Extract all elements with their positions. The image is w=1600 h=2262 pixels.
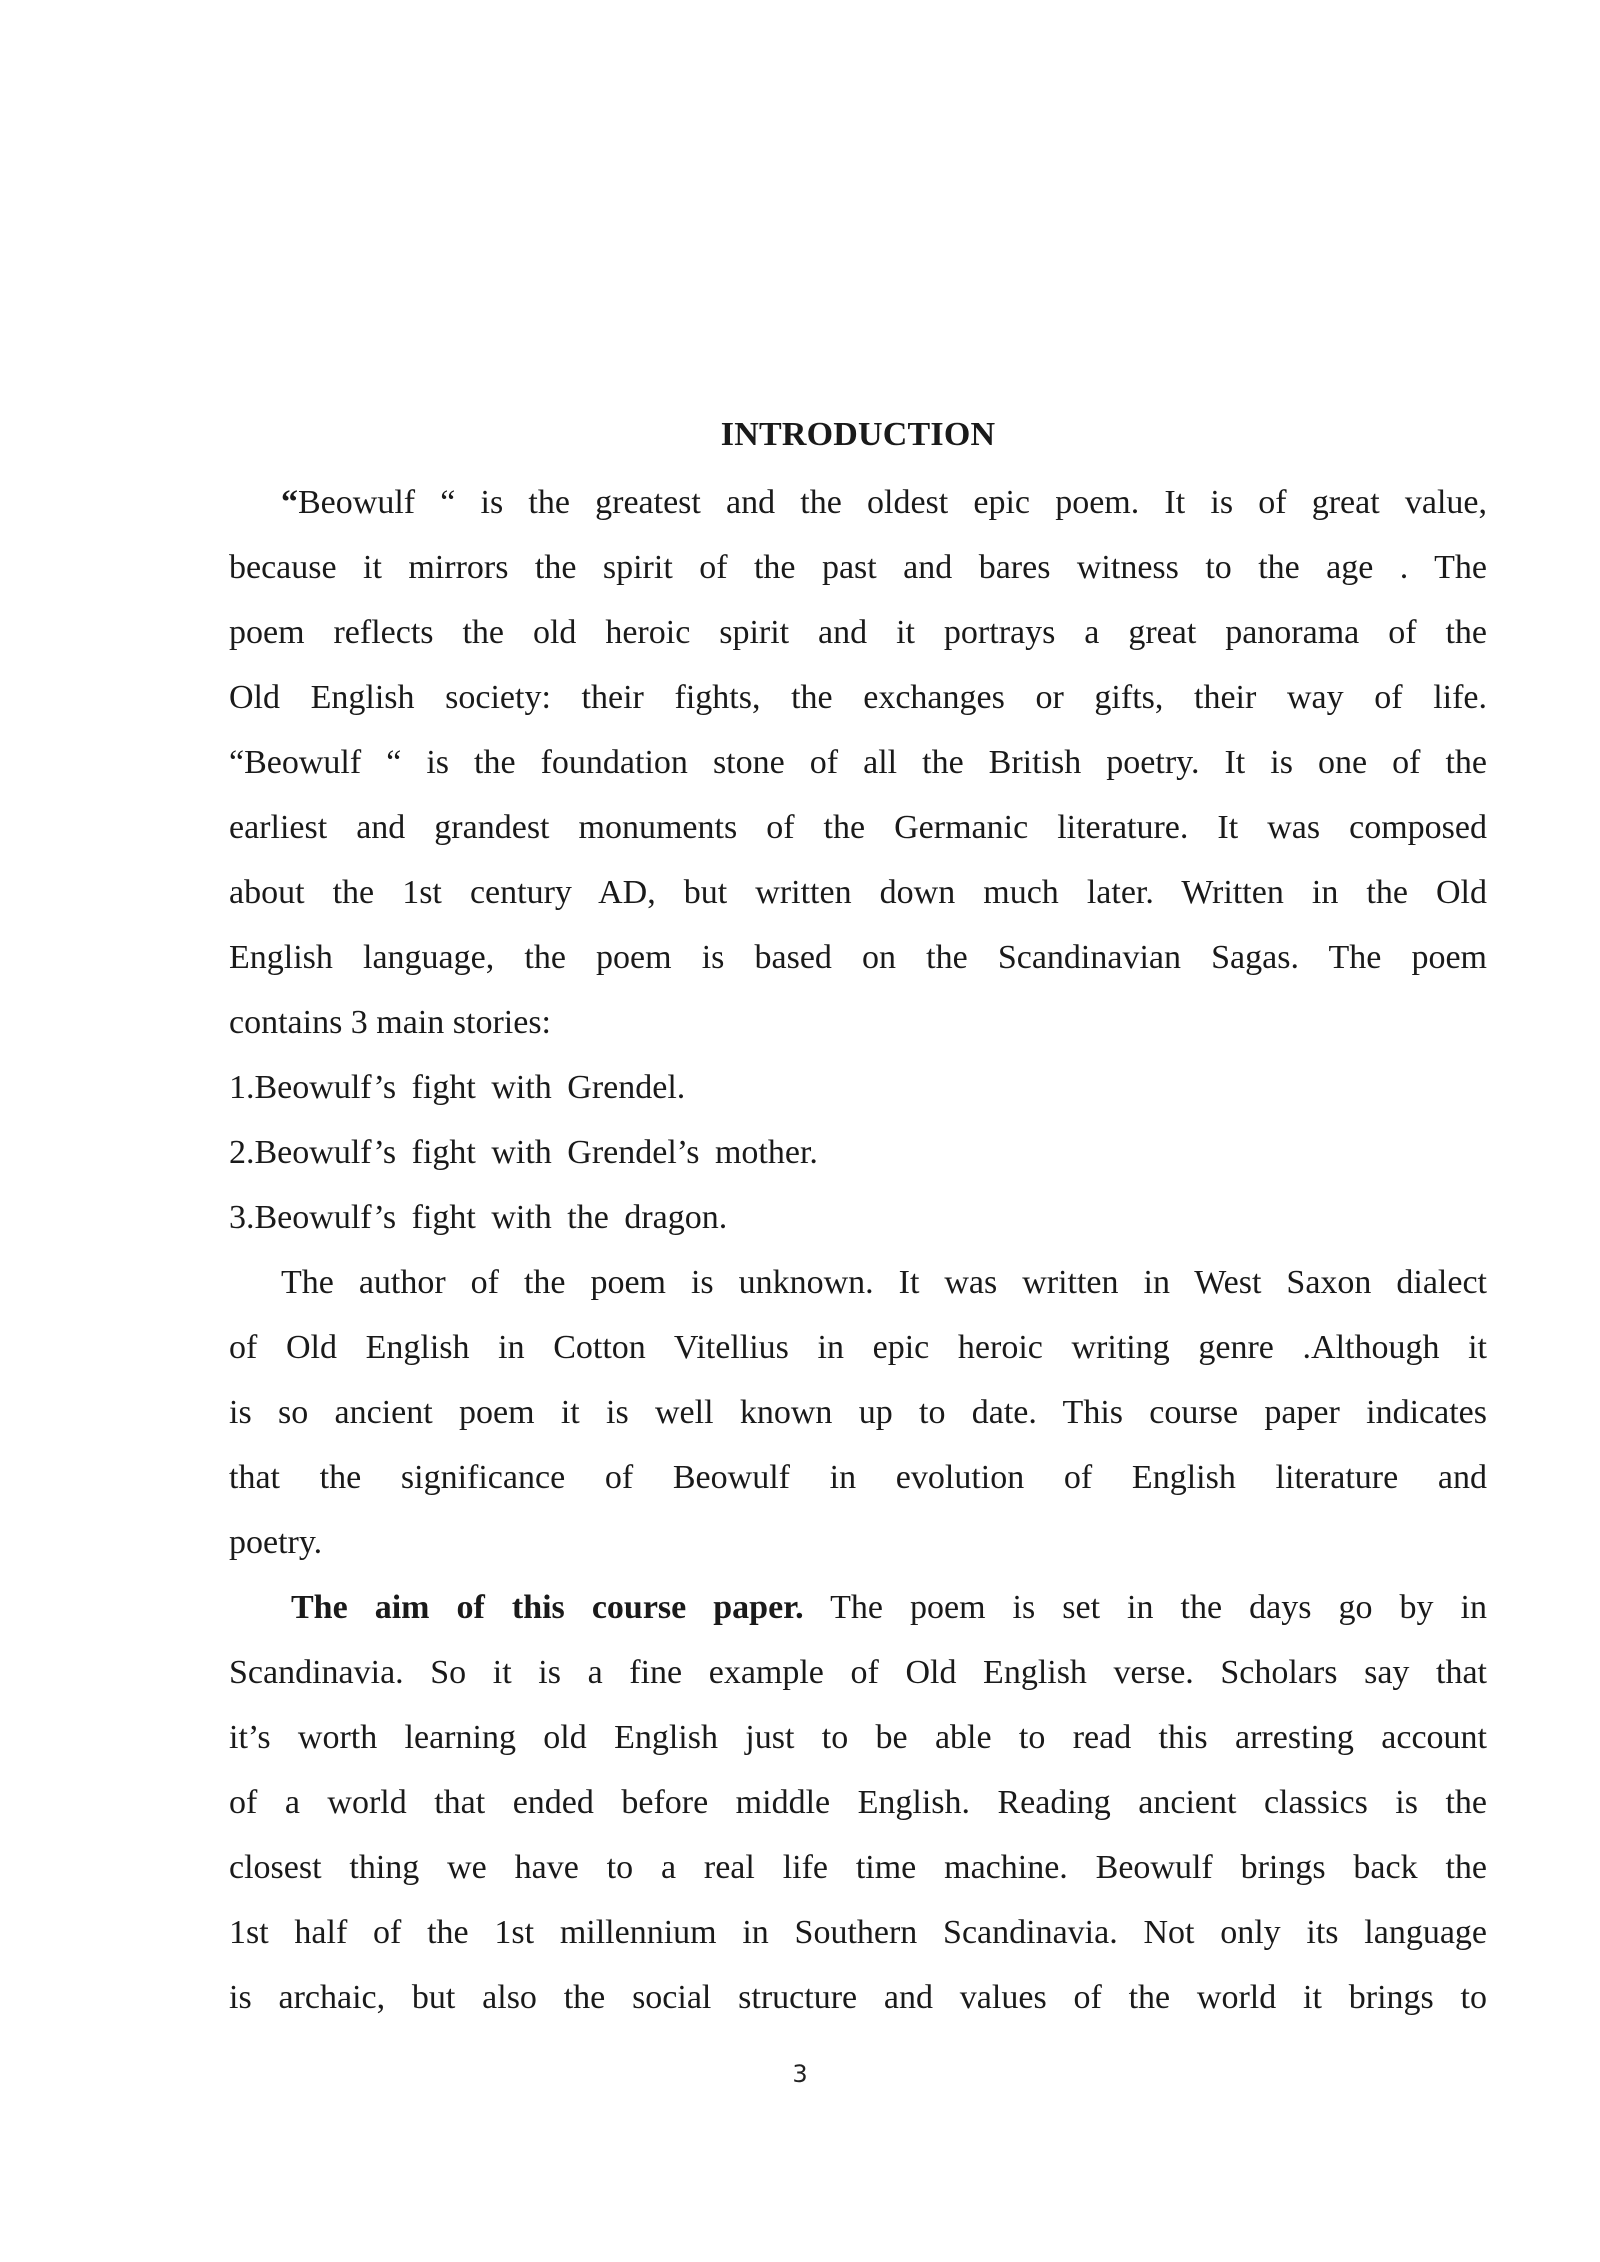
text-line: Old English society: their fights, the exchanges or gifts, their way of life. [229, 679, 1487, 716]
list-item: 1.Beowulf’s fight with Grendel. [229, 1069, 686, 1106]
text-line: poem reflects the old heroic spirit and it portrays a great panorama of the [229, 614, 1487, 651]
text-line: “Beowulf “ is the foundation stone of all the British poetry. It is one of the [229, 744, 1487, 781]
paragraph-intro [229, 470, 1487, 1055]
opening-quote: “ [281, 484, 298, 521]
text-line-content: The poem is set in the days go by in [803, 1589, 1487, 1626]
aim-heading: The aim of this course paper. [291, 1589, 804, 1626]
stories-list [229, 1055, 1487, 1250]
text-line [229, 1575, 1487, 1640]
list-item: 3.Beowulf’s fight with the dragon. [229, 1199, 728, 1236]
text-line [229, 470, 1487, 535]
text-line: The author of the poem is unknown. It was written in West Saxon dialect [281, 1264, 1487, 1301]
text-line: of a world that ended before middle English. Reading ancient classics is the [229, 1784, 1487, 1821]
text-line: it’s worth learning old English just to be able to read this arresting account [229, 1719, 1487, 1756]
text-line: earliest and grandest monuments of the Germanic literature. It was composed [229, 809, 1487, 846]
paragraph-author [229, 1250, 1487, 1575]
page-title: INTRODUCTION [720, 416, 996, 453]
text-line: closest thing we have to a real life time machine. Beowulf brings back the [229, 1849, 1487, 1886]
text-line: of Old English in Cotton Vitellius in epic heroic writing genre .Although it [229, 1329, 1487, 1366]
paragraph-aim [229, 1575, 1487, 2030]
text-line: English language, the poem is based on the Scandinavian Sagas. The poem [229, 939, 1487, 976]
text-line: contains 3 main stories: [229, 1004, 552, 1041]
list-item: 2.Beowulf’s fight with Grendel’s mother. [229, 1134, 818, 1171]
page-number: 3 [792, 2060, 808, 2088]
page-body [229, 405, 1487, 2030]
text-line: about the 1st century AD, but written down much later. Written in the Old [229, 874, 1487, 911]
text-line-content: Beowulf “ is the greatest and the oldest epic poem. It is of great value, [298, 484, 1487, 521]
text-line: is archaic, but also the social structure and values of the world it brings to [229, 1979, 1487, 2016]
text-line: is so ancient poem it is well known up to date. This course paper indicates [229, 1394, 1487, 1431]
text-line: poetry. [229, 1524, 323, 1561]
text-line: Scandinavia. So it is a fine example of Old English verse. Scholars say that [229, 1654, 1487, 1691]
text-line: that the significance of Beowulf in evolution of English literature and [229, 1459, 1487, 1496]
text-line: because it mirrors the spirit of the past and bares witness to the age . The [229, 549, 1487, 586]
text-line: 1st half of the 1st millennium in Southern Scandinavia. Not only its language [229, 1914, 1487, 1951]
